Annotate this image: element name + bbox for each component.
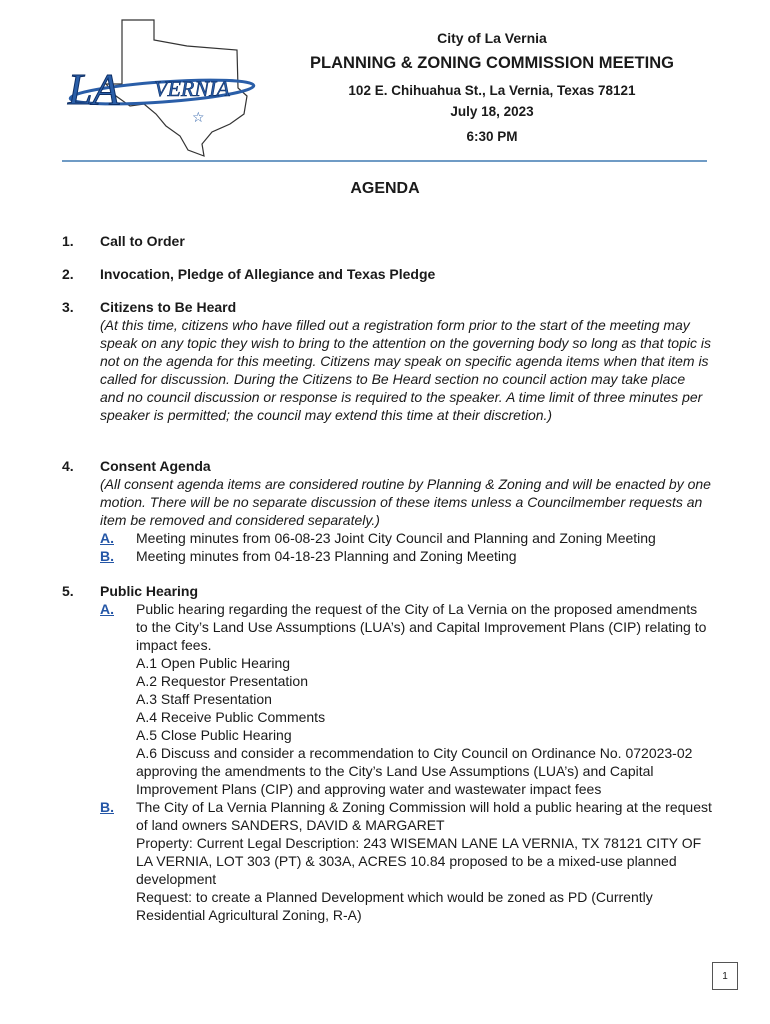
sub-item-link[interactable]: B. [100,799,114,815]
la-vernia-logo [62,18,272,158]
item-number: 1. [62,233,74,249]
agenda-title: AGENDA [350,180,420,197]
item-title: Citizens to Be Heard [100,299,237,315]
sub-item-link[interactable]: A. [100,601,114,617]
header-address: 102 E. Chihuahua St., La Vernia, Texas 78121 [348,83,636,98]
item-title: Consent Agenda [100,458,211,474]
logo-text-vernia: VERNIA [154,76,230,101]
hearing-step: A.6 Discuss and consider a recommendation to City Council on Ordinance No. 072023-02 approving the amendments to the City’s Land Use Assumptions (LUA’s) and Capital Improvement Plans (CIP) and approving water and wastewater impact fees [136,745,693,797]
hearing-step: A.5 Close Public Hearing [136,727,292,743]
header-city: City of La Vernia [437,30,547,46]
item-title: Invocation, Pledge of Allegiance and Texas Pledge [100,266,436,282]
agenda-item-1 [62,232,712,250]
request-description: Request: to create a Planned Development which would be zoned as PD (Currently Residential Agricultural Zoning, R-A) [136,889,653,923]
agenda-item-5 [62,582,712,924]
sub-item-text: Public hearing regarding the request of the City of La Vernia on the proposed amendments to the City’s Land Use Assumptions (LUA’s) and Capital Improvement Plans (CIP) relating to impact fees. [136,601,707,653]
sub-item-text: Meeting minutes from 04-18-23 Planning and Zoning Meeting [136,548,517,564]
logo-text-la: LA [68,65,120,114]
header-title: PLANNING & ZONING COMMISSION MEETING [310,54,674,72]
hearing-step: A.3 Staff Presentation [136,691,272,707]
star-icon: ☆ [192,109,205,125]
hearing-step: A.1 Open Public Hearing [136,655,291,671]
item-note: (At this time, citizens who have filled out a registration form prior to the start of the meeting may speak on any topic they wish to bring to the attention on the governing body so long as that topic is not on the agenda for this meeting. Citizens may speak on specific agenda items when that item is called for discussion. During the Citizens to Be Heard section no council action may take place and no council discussion or response is required to the speaker. A time limit of three minutes per speaker is permitted; the council may extend this time at their discretion.) [100,317,711,423]
item-title: Public Hearing [100,583,199,599]
sub-item-4a [100,529,712,547]
sub-item-text: Meeting minutes from 06-08-23 Joint City Council and Planning and Zoning Meeting [136,530,656,546]
sub-item-link[interactable]: A. [100,530,114,546]
sub-item-link[interactable]: B. [100,548,114,564]
item-title: Call to Order [100,233,185,249]
item-note: (All consent agenda items are considered routine by Planning & Zoning and will be enacted by one motion. There will be no separate discussion of these items unless a Councilmember requests an item be removed and considered separately.) [100,476,711,528]
header-date: July 18, 2023 [450,104,534,119]
agenda-item-2 [62,265,712,283]
sub-item-5a [100,600,712,798]
header-divider [62,160,707,162]
page-number: 1 [712,962,738,990]
item-number: 5. [62,583,74,599]
sub-item-4b [100,547,712,565]
hearing-step: A.2 Requestor Presentation [136,673,308,689]
header-time: 6:30 PM [466,129,518,144]
item-number: 4. [62,458,74,474]
item-number: 3. [62,299,74,315]
property-description: Property: Current Legal Description: 243 WISEMAN LANE LA VERNIA, TX 78121 CITY OF LA VERNIA, LOT 303 (PT) & 303A, ACRES 10.84 proposed to be a mixed-use planned development [136,835,702,887]
sub-item-text: The City of La Vernia Planning & Zoning Commission will hold a public hearing at the request of land owners SANDERS, DAVID & MARGARET [136,799,712,833]
agenda-item-3 [62,298,712,424]
sub-item-5b [100,798,712,924]
item-number: 2. [62,266,74,282]
hearing-step: A.4 Receive Public Comments [136,709,326,725]
agenda-item-4 [62,457,712,565]
